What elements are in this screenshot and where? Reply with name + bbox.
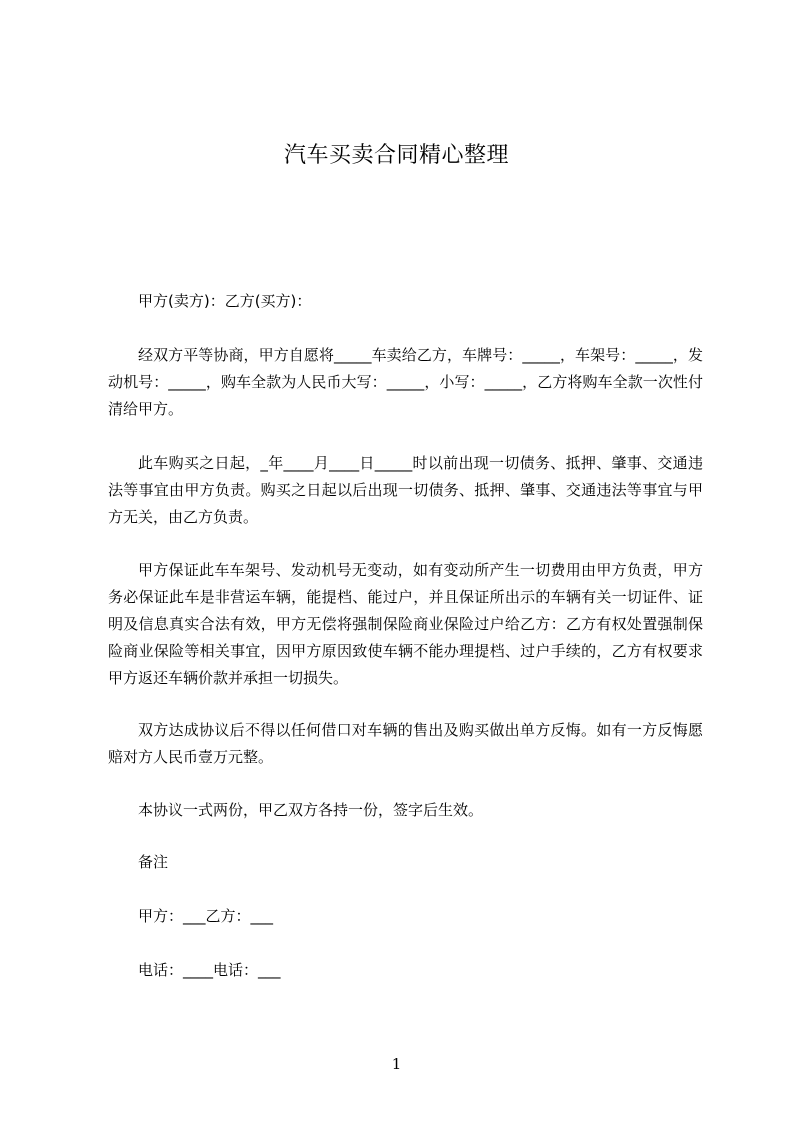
parties-line: 甲方(卖方)：乙方(买方)：	[138, 292, 312, 310]
page-number: 1	[391, 1055, 402, 1073]
guarantee-paragraph: 甲方保证此车车架号、发动机号无变动，如有变动所产生一切费用由甲方负责，甲方务必保证此车是非营运车辆，能提档、能过户，并且保证所出示的车辆有关一切证件、证明及信息真实合法有效，甲方无偿将强制保险商业保险过户给乙方：乙方有权处置强制保险商业保险等相关事宜，因甲方原因致使车辆不能办理提档、过户手续的，乙方有权要求甲方返还车辆价款并承担一切损失。	[108, 561, 703, 687]
copies-paragraph: 本协议一式两份，甲乙双方各持一份，签字后生效。	[138, 801, 484, 819]
breach-paragraph: 双方达成协议后不得以任何借口对车辆的售出及购买做出单方反悔。如有一方反悔愿赔对方人民币壹万元整。	[108, 721, 703, 766]
note-label: 备注	[138, 853, 169, 871]
signature-line: 甲方：___乙方：___	[138, 907, 274, 925]
document-title: 汽车买卖合同精心整理	[283, 143, 509, 168]
phone-line: 电话：____电话：___	[138, 961, 281, 979]
agreement-paragraph: 经双方平等协商，甲方自愿将_____车卖给乙方，车牌号：_____，车架号：_____，发动机号：_____，购车全款为人民币大写：_____，小写：_____，乙方将购车全款一次性付清给甲方。	[108, 346, 703, 418]
liability-date-paragraph: 此车购买之日起，_年____月____日_____时以前出现一切债务、抵押、肇事、交通违法等事宜由甲方负责。购买之日起以后出现一切债务、抵押、肇事、交通违法等事宜与甲方无关，由乙方负责。	[108, 454, 703, 526]
